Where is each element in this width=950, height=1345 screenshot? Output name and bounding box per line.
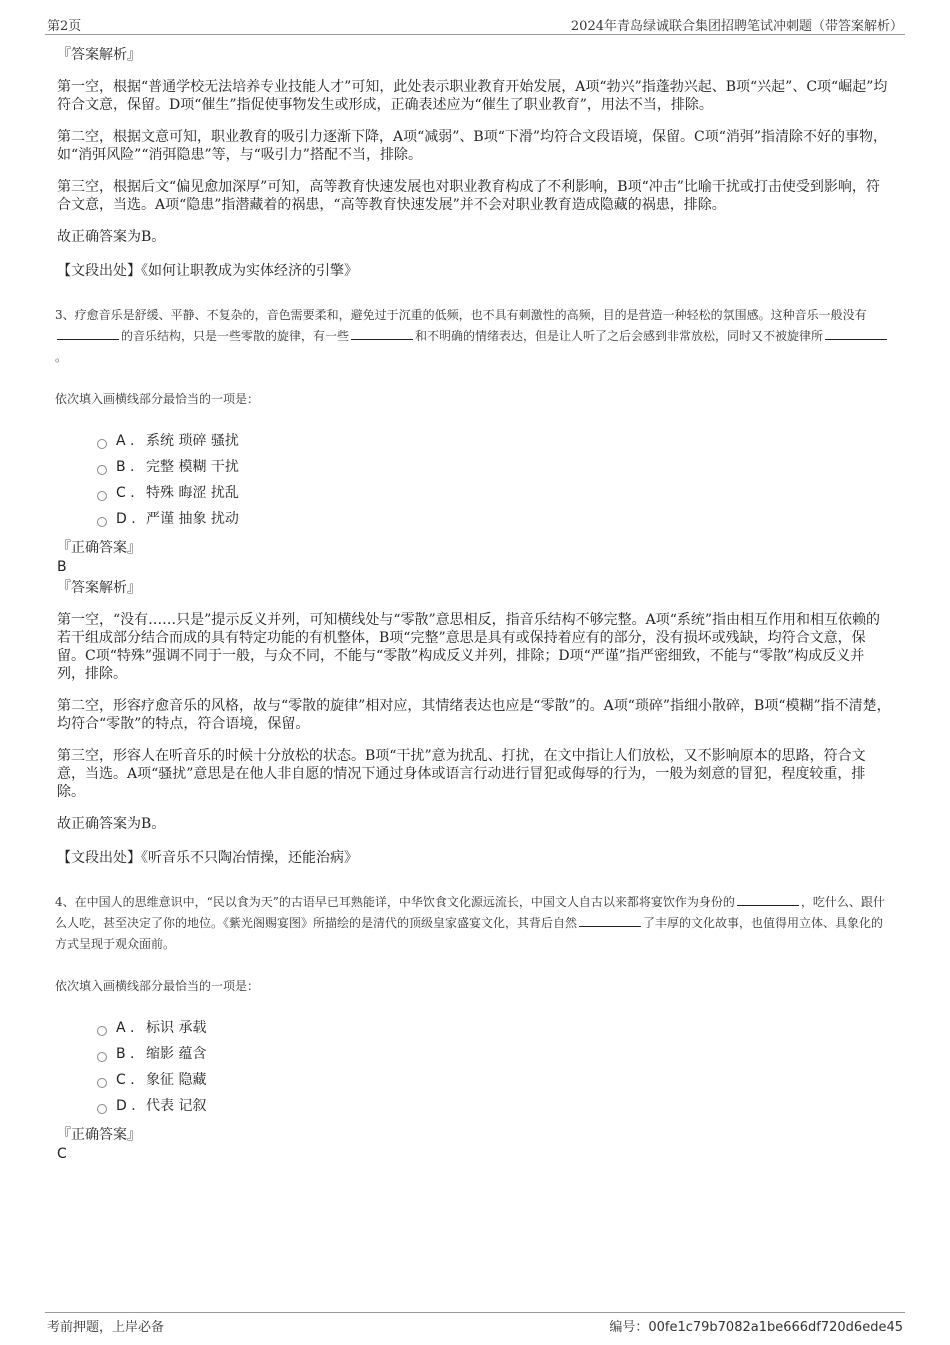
analysis-paragraph: 第三空，形容人在听音乐的时候十分放松的状态。B项“干扰”意为扰乱、打扰，在文中指让人们放松，又不影响原本的思路，符合文意，当选。A项“骚扰”意思是在他人非自愿的情况下通过身体或语言行动进行冒犯或侮辱的行为，一般为刻意的冒犯，程度较重，排除。: [57, 748, 866, 800]
radio-icon[interactable]: [97, 1104, 107, 1114]
analysis-conclusion: 故正确答案为B。: [57, 816, 166, 832]
analysis-paragraph: 第三空，根据后文“偏见愈加深厚”可知，高等教育快速发展也对职业教育构成了不利影响，B项“冲击”比喻干扰或打击使受到影响，符合文意，当选。A项“隐患”指潜藏着的祸患，“高等教育快速发展”并不会对职业教育造成隐藏的祸患，排除。: [57, 179, 880, 213]
correct-answer-label: 『正确答案』: [57, 1127, 141, 1143]
analysis-paragraph: 第一空，根据“普通学校无法培养专业技能人才”可知，此处表示职业教育开始发展，A项“勃兴”指蓬勃兴起、B项“兴起”、C项“崛起”均符合文意，保留。D项“催生”指促使事物发生或形成，正确表述应为“催生了职业教育”，用法不当，排除。: [57, 79, 888, 113]
blank-1: [737, 893, 799, 906]
option-a[interactable]: A . 标识 承载: [97, 1015, 892, 1041]
radio-icon[interactable]: [97, 1078, 107, 1088]
option-c[interactable]: C . 象征 隐藏: [97, 1067, 892, 1093]
radio-icon[interactable]: [97, 1052, 107, 1062]
correct-answer: C: [57, 1146, 67, 1162]
source-citation: 【文段出处】《如何让职教成为实体经济的引擎》: [57, 263, 358, 279]
document-code: 编号：00fe1c79b7082a1be666df720d6ede45: [609, 1320, 903, 1335]
page-number: 第2页: [47, 19, 82, 34]
analysis-paragraph: 第二空，根据文意可知，职业教育的吸引力逐渐下降，A项“减弱”、B项“下滑”均符合文段语境，保留。C项“消弭”指清除不好的事物，如“消弭风险”“消弭隐患”等，与“吸引力”搭配不当，排除。: [57, 129, 888, 163]
option-c[interactable]: C . 特殊 晦涩 扰乱: [97, 480, 892, 506]
analysis-conclusion: 故正确答案为B。: [57, 229, 166, 245]
option-d[interactable]: D . 严谨 抽象 扰动: [97, 506, 892, 532]
blank-3: [825, 327, 887, 340]
radio-icon[interactable]: [97, 1026, 107, 1036]
question-4-text: 4、在中国人的思维意识中，“民以食为天”的古语早已耳熟能详，中华饮食文化源远流长，中国文人自古以来都将宴饮作为身份的 ，吃什么、跟什么人吃，甚至决定了你的地位。《紫光阁赐宴图》所描绘的是清代的顶级皇家盛宴文化，其背后自然 了丰厚的文化故事，也值得用立体、具象化的方式呈现于观众面前。: [55, 895, 885, 951]
question-3-text: 3、疗愈音乐是舒缓、平静、不复杂的，音色需要柔和，避免过于沉重的低频，也不具有刺激性的高频，目的是营造一种轻松的氛围感。这种音乐一般没有的音乐结构，只是一些零散的旋律，有一些 和不明确的情绪表达，但是让人听了之后会感到非常放松，同时又不被旋律所。: [55, 305, 892, 368]
correct-answer: B: [57, 559, 67, 575]
question-4-options: [97, 1015, 892, 1119]
analysis-paragraph: 第二空，形容疗愈音乐的风格，故与“零散的旋律”相对应，其情绪表达也应是“零散”的。A项“琐碎”指细小散碎，B项“模糊”指不清楚，均符合“零散”的特点，符合语境，保留。: [57, 698, 891, 732]
option-a[interactable]: A . 系统 琐碎 骚扰: [97, 428, 892, 454]
analysis-paragraph: 第一空，“没有……只是”提示反义并列，可知横线处与“零散”意思相反，指音乐结构不够完整。A项“系统”指由相互作用和相互依赖的若干组成部分结合而成的具有特定功能的有机整体，B项“完整”意思是具有或保持着应有的部分，没有损坏或残缺，均符合文意，保留。C项“特殊”强调不同于一般，与众不同，不能与“零散”构成反义并列，排除；D项“严谨”指严密细致，不能与“零散”构成反义并列，排除。: [57, 612, 881, 682]
radio-icon[interactable]: [97, 439, 107, 449]
radio-icon[interactable]: [97, 517, 107, 527]
page-content: [57, 45, 892, 1163]
blank-2: [351, 327, 413, 340]
question-3-options: [97, 428, 892, 532]
question-3-instruction: 依次填入画横线部分最恰当的一项是：: [55, 392, 260, 406]
option-b[interactable]: B . 完整 模糊 干扰: [97, 454, 892, 480]
footer-slogan: 考前押题，上岸必备: [47, 1320, 165, 1335]
document-title: 2024年青岛绿诚联合集团招聘笔试冲刺题（带答案解析）: [570, 19, 903, 34]
analysis-label: 『答案解析』: [57, 47, 141, 63]
blank-2: [579, 914, 641, 927]
radio-icon[interactable]: [97, 491, 107, 501]
option-b[interactable]: B . 缩影 蕴含: [97, 1041, 892, 1067]
page-footer: [45, 1312, 905, 1333]
radio-icon[interactable]: [97, 465, 107, 475]
correct-answer-label: 『正确答案』: [57, 540, 141, 556]
question-4-instruction: 依次填入画横线部分最恰当的一项是：: [55, 979, 260, 993]
source-citation: 【文段出处】《听音乐不只陶冶情操，还能治病》: [57, 850, 358, 866]
page-header: [45, 12, 905, 35]
blank-1: [57, 327, 119, 340]
analysis-label: 『答案解析』: [57, 580, 141, 596]
option-d[interactable]: D . 代表 记叙: [97, 1093, 892, 1119]
